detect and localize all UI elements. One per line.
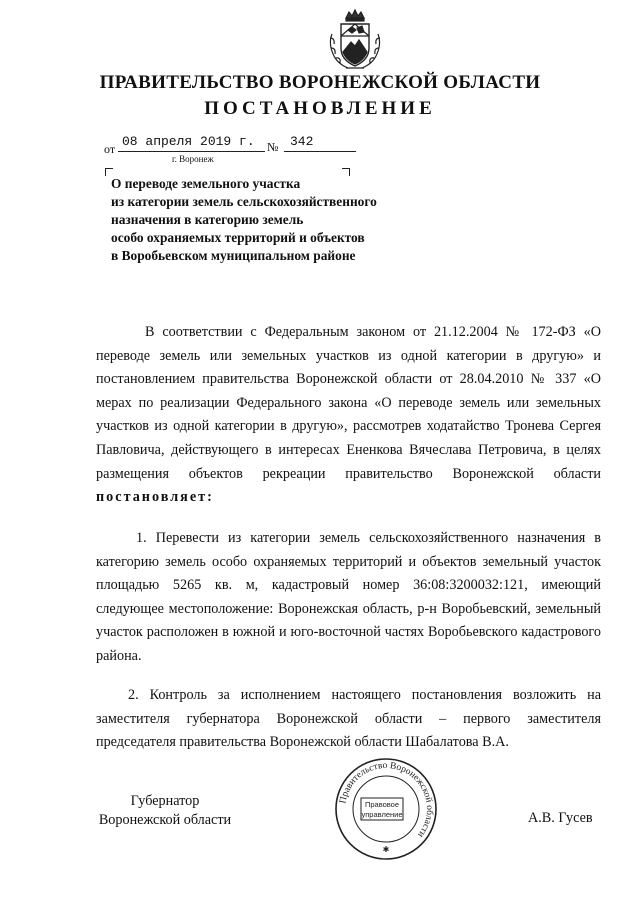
- subject-line: из категории земель сельскохозяйственного: [111, 194, 377, 209]
- document-type-title: ПОСТАНОВЛЕНИЕ: [204, 98, 436, 119]
- subject-line: в Воробьевском муниципальном районе: [111, 248, 356, 263]
- signatory-title: [93, 792, 237, 830]
- city-label: г. Воронеж: [172, 154, 214, 164]
- clause-1-paragraph: 1. Перевести из категории земель сельскохозяйственного назначения в категорию земель особо охраняемых территорий и объектов земельный участок площадью 5265 кв. м, кадастровый номер 36:08:3200032:121, имеющий следующее местоположение: Воронежская область, р-н Воробьевский, земельный участок расположен в южной и юго-восточной частях Воробьевского кадастрового района.: [96, 530, 601, 664]
- government-title: ПРАВИТЕЛЬСТВО ВОРОНЕЖСКОЙ ОБЛАСТИ: [99, 72, 541, 93]
- clause-2-paragraph: 2. Контроль за исполнением настоящего постановления возложить на заместителя губернатора Воронежской области – первого заместителя председателя правительства Воронежской области Шабалатова В.А.: [96, 687, 601, 751]
- decree-subject: [111, 175, 431, 265]
- signatory-title-line: Губернатор: [130, 793, 200, 809]
- stamp-star-icon: ✱: [382, 845, 390, 854]
- signatory-title-line: Воронежской области: [98, 812, 232, 828]
- subject-line: О переводе земельного участка: [111, 176, 301, 191]
- number-sign: №: [267, 140, 279, 154]
- document-number: 342: [284, 134, 356, 152]
- subject-line: назначения в категорию земель: [111, 212, 304, 227]
- stamp-inner-line: Правовое: [364, 800, 400, 809]
- official-stamp: [333, 756, 439, 862]
- date-prefix: от: [104, 142, 116, 156]
- resolves-word: постановляет:: [96, 489, 214, 506]
- preamble-text: В соответствии с Федеральным законом от 21.12.2004 № 172-ФЗ «О переводе земель или земельных участков из одной категории в другую» и постановлением правительства Воронежской области от 28.04.2010 № 337 «О мерах по реализации Федерального закона «О переводе земель или земельных участков из одной категории в другую», рассмотрев ходатайство Тронева Сергея Павловича, действующего в интересах Ененкова Вячеслава Петровича, в целях размещения объектов рекреации правительство Воронежской области: [96, 324, 601, 482]
- stamp-inner-line: управление: [361, 810, 403, 819]
- coat-of-arms-icon: [326, 8, 384, 74]
- signatory-name: А.В. Гусев: [528, 810, 593, 826]
- subject-line: особо охраняемых территорий и объектов: [111, 230, 365, 245]
- document-date: 08 апреля 2019 г.: [118, 134, 265, 152]
- stamp-ring-text: Правительство Воронежской области: [338, 760, 435, 840]
- preamble-paragraph: [96, 321, 601, 510]
